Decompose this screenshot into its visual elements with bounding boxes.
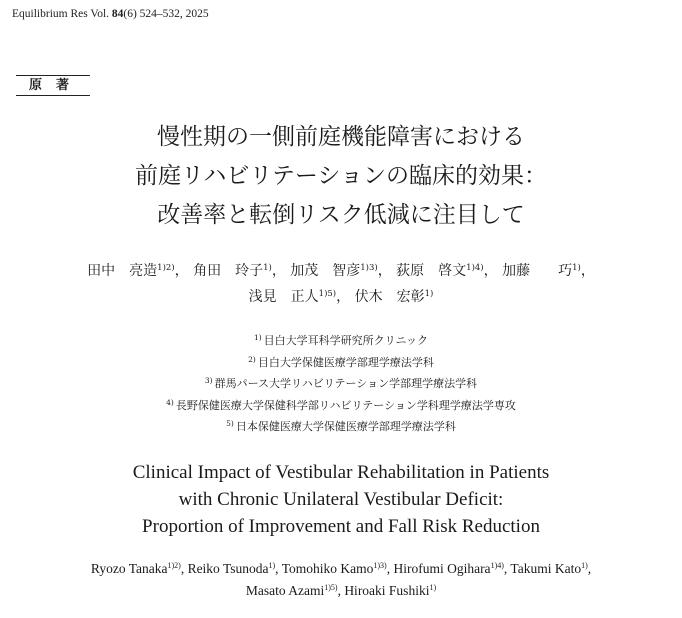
author-name: 荻原 啓文 bbox=[396, 263, 467, 279]
author-name: 角田 玲子 bbox=[193, 263, 264, 279]
section-label: 原著 bbox=[16, 75, 90, 96]
japanese-author-line bbox=[0, 258, 682, 284]
author-affiliation-mark: 1)5) bbox=[318, 289, 337, 299]
journal-citation bbox=[12, 8, 209, 20]
journal-volume: 84 bbox=[111, 8, 124, 20]
author-name: 伏木 宏彰 bbox=[354, 289, 425, 305]
affiliation-number: 4) bbox=[166, 397, 174, 407]
journal-issue-pages: (6) 524–532, 2025 bbox=[123, 8, 209, 20]
author-affiliation-mark: 1) bbox=[263, 263, 272, 273]
author-name: 田中 亮造 bbox=[87, 263, 158, 279]
author-affiliation-mark: 1)2) bbox=[157, 263, 175, 273]
author-separator: ， bbox=[580, 263, 595, 279]
author-name: 浅見 正人 bbox=[248, 289, 319, 305]
author-affiliation-mark: 1)4) bbox=[490, 561, 504, 570]
affiliation-number: 1) bbox=[253, 333, 262, 342]
english-author-line bbox=[0, 558, 682, 580]
author-affiliation-mark: 1) bbox=[572, 263, 581, 273]
affiliation-item bbox=[0, 352, 682, 374]
author-separator: ， bbox=[174, 263, 189, 279]
author-affiliation-mark: 1)2) bbox=[167, 561, 181, 570]
author-affiliation-mark: 1) bbox=[268, 561, 276, 570]
affiliation-text: 目白大学保健医療学部理学療法学科 bbox=[257, 355, 434, 369]
author-affiliation-mark: 1) bbox=[429, 582, 437, 592]
author-name: Ryozo Tanaka bbox=[90, 561, 168, 576]
author-affiliation-mark: 1)5) bbox=[324, 582, 338, 592]
affiliation-text: 群馬パース大学リハビリテーション学部理学療法学科 bbox=[214, 377, 478, 390]
author-name: 加藤 巧 bbox=[502, 263, 573, 279]
author-name: Tomohiko Kamo bbox=[281, 561, 374, 576]
author-name: Takumi Kato bbox=[510, 561, 582, 576]
author-affiliation-mark: 1)3) bbox=[360, 263, 378, 273]
japanese-title-line: 改善率と転倒リスク低減に注目して bbox=[157, 202, 525, 228]
author-separator: , bbox=[503, 561, 511, 576]
author-separator: , bbox=[180, 561, 188, 576]
author-name: Masato Azami bbox=[245, 582, 325, 598]
english-author-list bbox=[0, 558, 682, 601]
author-separator: , bbox=[587, 561, 592, 576]
author-name: 加茂 智彦 bbox=[290, 263, 361, 279]
english-title bbox=[0, 459, 682, 540]
author-name: Hiroaki Fushiki bbox=[344, 582, 430, 598]
affiliation-list bbox=[0, 330, 682, 438]
author-separator: , bbox=[386, 561, 394, 576]
affiliation-item bbox=[0, 330, 682, 352]
english-title-line: Proportion of Improvement and Fall Risk Reduction bbox=[142, 516, 540, 537]
affiliation-item bbox=[0, 416, 682, 438]
japanese-author-line bbox=[0, 284, 682, 310]
english-title-line: with Chronic Unilateral Vestibular Deficit: bbox=[178, 489, 504, 510]
author-separator: ， bbox=[271, 263, 286, 279]
english-author-line bbox=[0, 580, 682, 602]
author-separator: ， bbox=[377, 263, 392, 279]
affiliation-number: 2) bbox=[248, 354, 256, 364]
author-separator: , bbox=[337, 582, 345, 598]
author-name: Reiko Tsunoda bbox=[187, 561, 269, 576]
journal-name: Equilibrium Res Vol. bbox=[12, 8, 112, 20]
author-affiliation-mark: 1)4) bbox=[466, 263, 484, 273]
affiliation-number: 5) bbox=[226, 419, 234, 428]
japanese-title-line: 慢性期の一側前庭機能障害における bbox=[157, 124, 525, 150]
affiliation-text: 目白大学耳科学研究所クリニック bbox=[263, 334, 429, 347]
author-affiliation-mark: 1)3) bbox=[373, 561, 387, 570]
affiliation-number: 3) bbox=[204, 376, 213, 385]
japanese-title bbox=[0, 118, 682, 235]
author-affiliation-mark: 1) bbox=[424, 289, 434, 299]
author-name: Hirofumi Ogihara bbox=[393, 561, 491, 576]
affiliation-item bbox=[0, 395, 682, 417]
author-separator: ， bbox=[483, 263, 498, 279]
author-affiliation-mark: 1) bbox=[581, 561, 588, 570]
author-separator: ， bbox=[336, 289, 351, 305]
japanese-title-line: 前庭リハビリテーションの臨床的効果： bbox=[135, 163, 547, 189]
english-title-line: Clinical Impact of Vestibular Rehabilitation in Patients bbox=[132, 462, 550, 483]
japanese-author-list bbox=[0, 258, 682, 310]
affiliation-item bbox=[0, 373, 682, 395]
affiliation-text: 日本保健医療大学保健医療学部理学療法学科 bbox=[235, 420, 456, 433]
author-separator: , bbox=[275, 561, 282, 576]
affiliation-text: 長野保健医療大学保健科学部リハビリテーション学科理学療法学専攻 bbox=[175, 398, 516, 412]
